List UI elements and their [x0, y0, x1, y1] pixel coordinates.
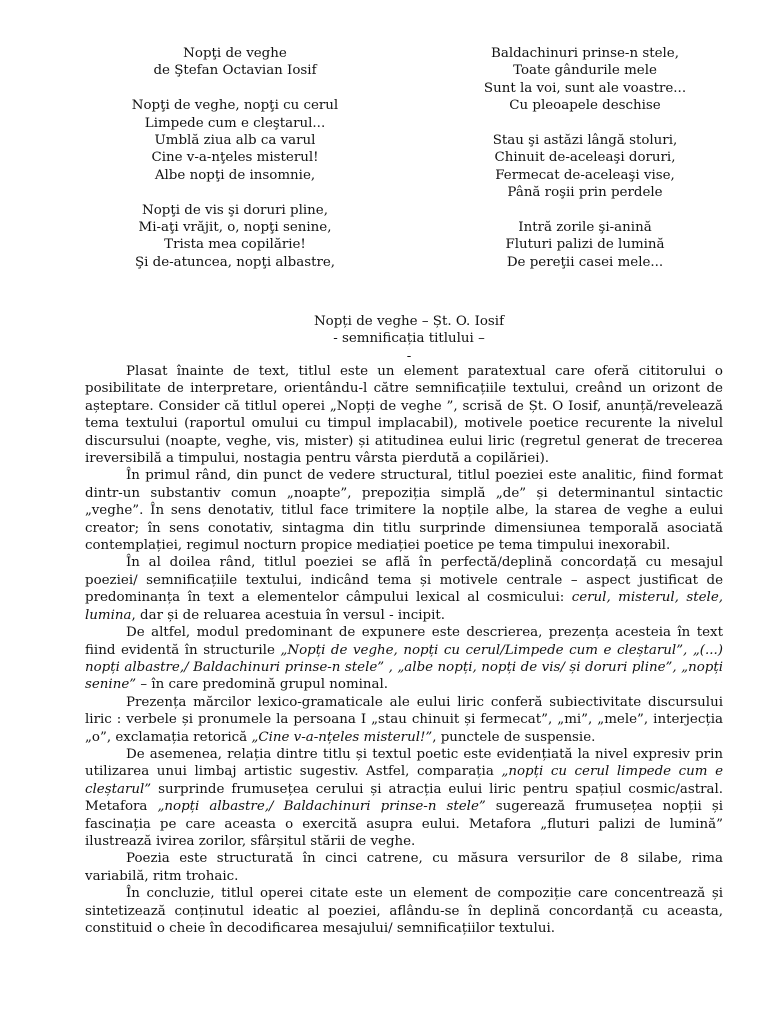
poem-line: Fermecat de-aceleaşi vise,	[495, 167, 675, 183]
poem-line: Fluturi palizi de lumină	[505, 237, 665, 253]
poem-author: de Ştefan Octavian Iosif	[153, 63, 317, 79]
italic-run: „Cine v-a-nțeles misterul!”	[251, 729, 433, 745]
essay-paragraph: În concluzie, titlul operei citate este un element de compoziție care concentrează și sintetizează conținutul ideatic al poeziei, aflându-se în deplină concordanță cu aceasta, constituid o cheie în decodificarea mesajului/ semnificațiilor textului.	[85, 886, 723, 936]
stanza-gap	[435, 115, 735, 132]
poem-line: Nopţi de vis şi doruri pline,	[142, 202, 328, 218]
poem-line: Umblă ziua alb ca varul	[154, 133, 316, 149]
poem-line: Trista mea copilărie!	[164, 237, 306, 253]
text-run: sugerează frumusețea nopții și fascinația pe care aceasta o exercită asupra eului. Metafora „fluturi palizi de lumină” ilustrează ivirea zorilor, sfârșitul stării de veghe.	[85, 799, 723, 849]
poem-line: Şi de-atuncea, nopţi albastre,	[134, 254, 336, 270]
poem-column-right	[435, 45, 735, 271]
poem-line: Stau şi astăzi lângă stoluri,	[492, 133, 678, 149]
text-run: În al doilea rând, titlul poeziei se află în perfectă/deplină concordață cu mesajul poeziei/ semnificațiile textului, indicând tema și motivele centrale – aspect justificat de predominanța în text a elementelor câmpului lexical al cosmicului:	[85, 555, 723, 606]
italic-run: „nopți albastre,/ Baldachinuri prinse-n stele”	[157, 799, 486, 815]
essay-title: Nopți de veghe – Șt. O. Iosif	[313, 314, 505, 329]
poem-line: Albe nopţi de insomnie,	[154, 167, 316, 183]
poem-line: Cine v-a-nţeles misterul!	[151, 150, 319, 166]
text-run: surprinde frumusețea cerului și atracția eului liric pentru spațiul cosmic/astral. Metafora	[85, 781, 723, 815]
essay-paragraph	[85, 746, 723, 850]
text-run: , punctele de suspensie.	[432, 729, 596, 745]
poem-column-left	[85, 45, 385, 271]
poem-line: Toate gândurile mele	[513, 63, 657, 79]
italic-run: cerul, misterul, stele, lumina	[85, 590, 723, 623]
italic-run: „nopți cu cerul limpede cum e cleștarul”	[85, 764, 724, 797]
essay-paragraph: Poezia este structurată în cinci catrene, cu măsura versurilor de 8 silabe, rima variabilă, ritm trohaic.	[85, 851, 723, 884]
poem-line: Limpede cum e cleştarul...	[144, 115, 326, 131]
text-run: De altfel, modul predominant de expunere este descrierea, prezența acesteia în text fiind evidentă în structurile	[85, 625, 723, 658]
poem-line: Intră zorile şi-anină	[518, 220, 652, 236]
essay-paragraph	[85, 694, 723, 746]
text-run: De asemenea, relația dintre titlu și textul poetic este evidențiată la nivel expresiv prin utilizarea unui limbaj artistic sugestiv. Astfel, comparația	[85, 746, 723, 780]
essay-paragraph: Plasat înainte de text, titlul este un element paratextual care oferă cititorului o posibilitate de interpretare, orientându-l către semnificațiile textului, creând un orizont de așteptare. Consider că titlul operei „Nopți de veghe ”, scrisă de Șt. O Iosif, anunță/revelează tema textului (raportul omului cu timpul implacabil), motivele poetice recurente la nivelul discursului (noapte, veghe, vis, mister) și atitudinea eului liric (regretul generat de trecerea ireversibilă a timpului, nostagia pentru vârsta pierdută a copilăriei).	[85, 364, 723, 467]
stanza-gap	[85, 184, 385, 201]
essay-body	[85, 363, 723, 937]
poem-line: Sunt la voi, sunt ale voastre...	[483, 80, 687, 96]
poem-line: Cu pleoapele deschise	[509, 98, 661, 114]
text-run: , dar și de reluarea acestuia în versul - incipit.	[131, 607, 446, 623]
essay-heading	[0, 313, 768, 365]
essay-paragraph	[85, 624, 723, 694]
essay-paragraph: În primul rând, din punct de vedere structural, titlul poeziei este analitic, fiind format dintr-un substantiv comun „noapte”, prepoziția simplă „de” și determinantul sintactic „veghe”. În sens denotativ, titlul face trimitere la nopțile albe, la starea de veghe a eului creator; în sens conotativ, sintagma din titlu surprinde dimensiunea temporală asociată contemplației, regimul nocturn propice mediației poetice pe tema timpului inexorabil.	[85, 468, 723, 554]
essay-paragraph	[85, 554, 723, 624]
text-run: Prezența mărcilor lexico-gramaticale ale eului liric conferă subiectivitate discursului liric : verbele și pronumele la persoana I „stau chinuit și fermecat”, „mi”, „mele”, interjecția „o”, exclamația retorică	[85, 694, 723, 745]
poem-line: Mi-aţi vrăjit, o, nopţi senine,	[138, 220, 332, 236]
text-run: – în care predomină grupul nominal.	[136, 677, 389, 693]
poem-line: Chinuit de-aceleaşi doruri,	[494, 150, 676, 166]
poem-line: Baldachinuri prinse-n stele,	[491, 46, 679, 61]
italic-run: „Nopți de veghe, nopți cu cerul/Limpede cum e cleștarul”, „(...) nopți albastre,/ Baldachinuri prinse-n stele” , „albe nopți, nopți de vis/ și doruri pline”, „nopți senine”	[85, 642, 724, 693]
poem-line: De pereţii casei mele...	[506, 254, 664, 270]
essay-subtitle: - semnificația titlului –	[333, 331, 485, 347]
poem-line: Până roşii prin perdele	[507, 185, 663, 201]
stanza-gap	[85, 80, 385, 97]
poem-line: Nopţi de veghe, nopţi cu cerul	[131, 98, 339, 114]
essay-dash: -	[406, 348, 412, 364]
stanza-gap	[435, 202, 735, 219]
poem-title: Nopţi de veghe	[183, 46, 287, 61]
